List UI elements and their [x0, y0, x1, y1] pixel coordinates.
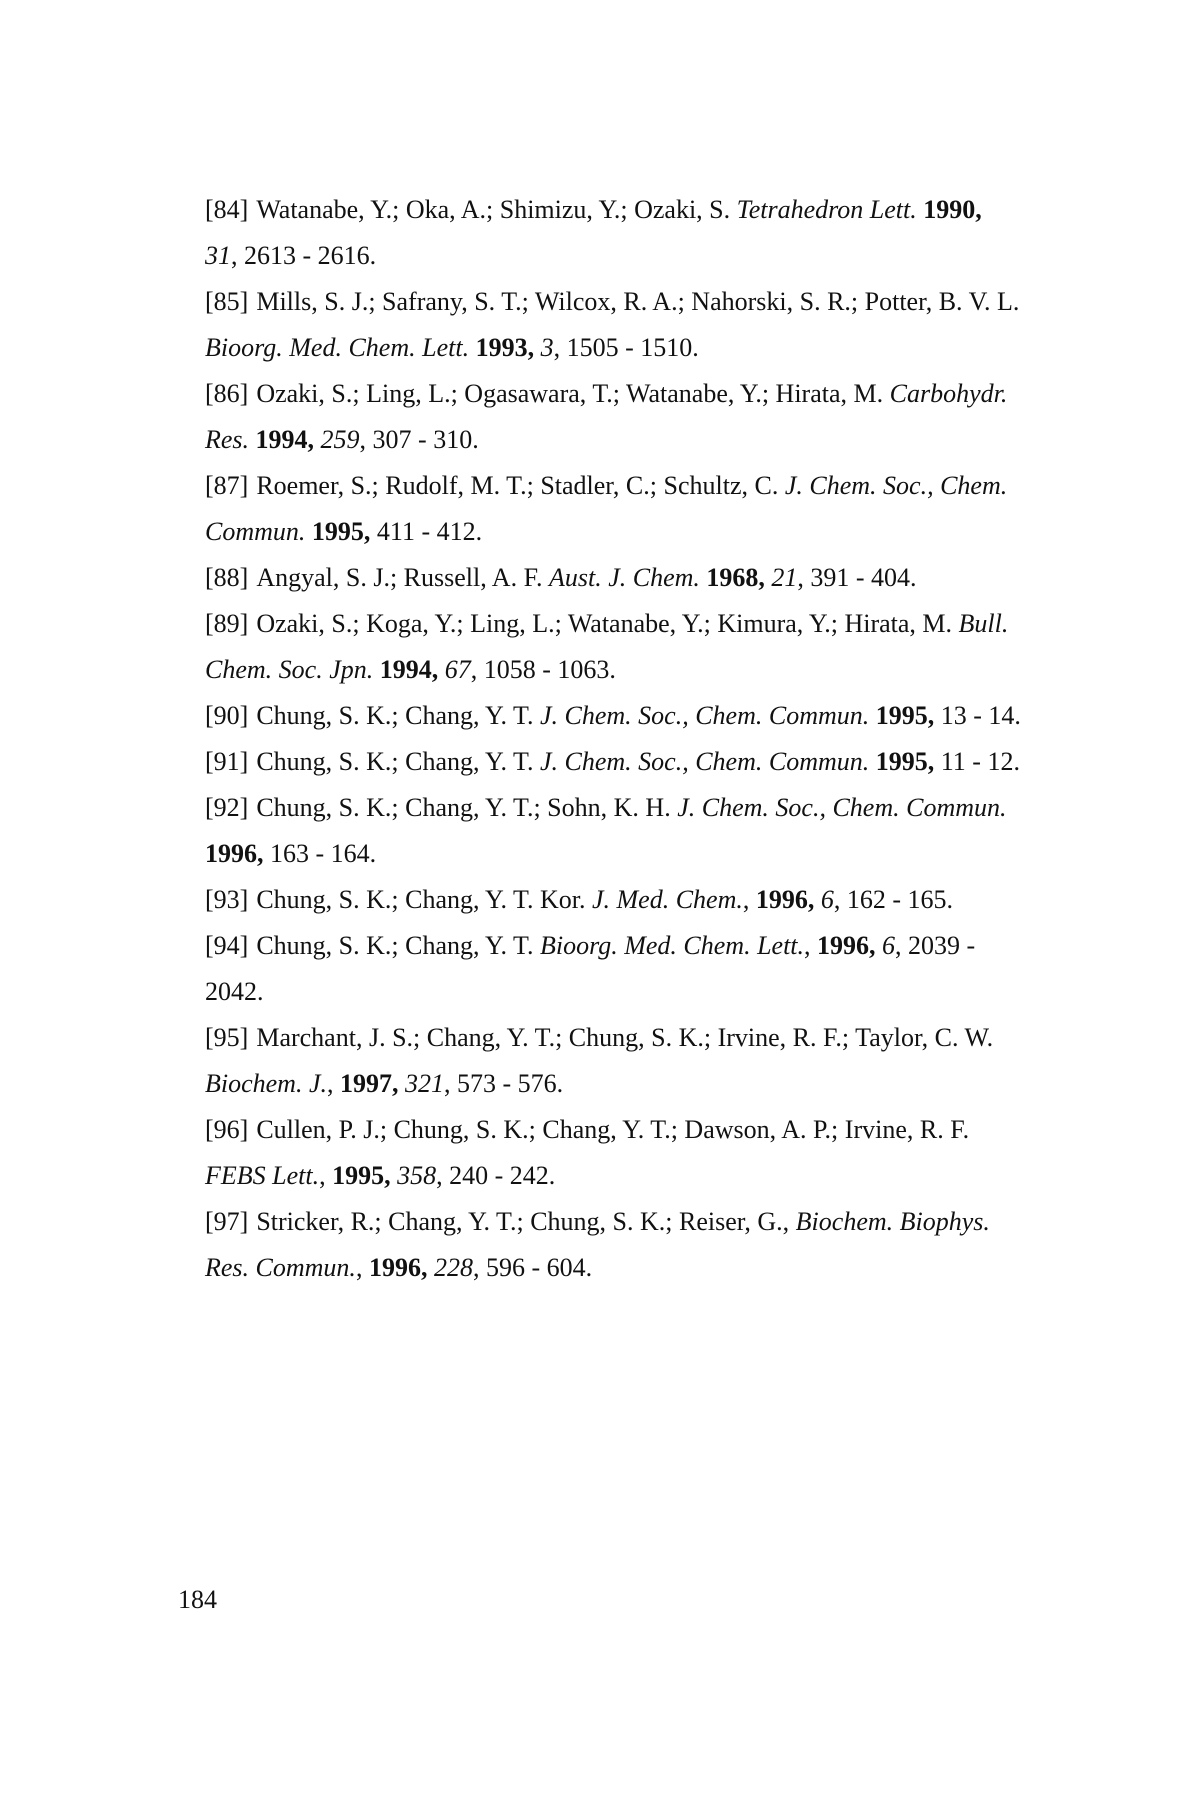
italic-text: J. Chem. Soc., Chem. [784, 471, 1008, 500]
bold-year: 1997, [340, 1069, 399, 1098]
reference-number: [95] [205, 1023, 249, 1052]
italic-text: 21 [771, 563, 798, 592]
bold-year: 1968, [706, 563, 765, 592]
reference-text: Chung, S. K.; Chang, Y. T. [256, 931, 540, 960]
reference-text: Marchant, J. S.; Chang, Y. T.; Chung, S. K.; Irvine, R. F.; Taylor, C. W. [256, 1023, 994, 1052]
reference-text: , 573 - 576. [444, 1069, 564, 1098]
reference-text: , 1058 - 1063. [470, 655, 616, 684]
reference-line [205, 647, 1065, 693]
reference-line [205, 1015, 1065, 1061]
reference-line [205, 325, 1065, 371]
reference-line [205, 601, 1065, 647]
bold-year: 1990, [923, 195, 982, 224]
reference-number: [91] [205, 747, 249, 776]
italic-text: FEBS Lett. [205, 1161, 320, 1190]
reference-text: Watanabe, Y.; Oka, A.; Shimizu, Y.; Ozaki, S. [256, 195, 737, 224]
italic-text: Commun. [205, 517, 306, 546]
reference-text: 163 - 164. [263, 839, 377, 868]
italic-text: Res. [205, 425, 250, 454]
reference-number: [85] [205, 287, 249, 316]
bold-year: 1996, [755, 885, 815, 914]
reference-text: , 391 - 404. [797, 563, 917, 592]
reference-text: , 307 - 310. [359, 425, 479, 454]
italic-text: Bioorg. Med. Chem. Lett. [539, 931, 805, 960]
reference-line [205, 509, 1065, 555]
italic-text: 228 [433, 1253, 473, 1282]
reference-text: Cullen, P. J.; Chung, S. K.; Chang, Y. T.; Dawson, A. P.; Irvine, R. F. [256, 1115, 970, 1144]
italic-text: Bull. [958, 609, 1009, 638]
reference-number: [88] [205, 563, 249, 592]
reference-text: , [327, 1069, 341, 1098]
italic-text: J. Chem. Soc., Chem. Commun. [539, 701, 870, 730]
bold-year: 1994, [379, 655, 439, 684]
reference-text: , 2039 - [895, 931, 976, 960]
reference-line [205, 463, 1065, 509]
reference-text: Mills, S. J.; Safrany, S. T.; Wilcox, R. A.; Nahorski, S. R.; Potter, B. V. L. [256, 287, 1020, 316]
reference-line [205, 371, 1065, 417]
italic-text: 321 [405, 1069, 445, 1098]
reference-text: 2042. [205, 977, 264, 1006]
reference-entry [205, 923, 1065, 1015]
reference-number: [90] [205, 701, 249, 730]
reference-text: , 240 - 242. [436, 1161, 556, 1190]
reference-number: [89] [205, 609, 249, 638]
reference-entry [205, 1015, 1065, 1107]
reference-line [205, 233, 1065, 279]
reference-line [205, 1061, 1065, 1107]
italic-text: Chem. Soc. Jpn. [205, 655, 374, 684]
bold-year: 1996, [817, 931, 876, 960]
reference-line [205, 555, 1065, 601]
reference-number: [94] [205, 931, 249, 960]
bold-year: 1996, [368, 1253, 428, 1282]
italic-text: Aust. J. Chem. [548, 563, 700, 592]
reference-text: Ozaki, S.; Koga, Y.; Ling, L.; Watanabe, Y.; Kimura, Y.; Hirata, M. [256, 609, 959, 638]
reference-entry [205, 555, 1065, 601]
italic-text: Biochem. J. [205, 1069, 328, 1098]
reference-text: , 2613 - 2616. [231, 241, 377, 270]
italic-text: 6 [882, 931, 896, 960]
reference-line [205, 417, 1065, 463]
reference-text: , [319, 1161, 333, 1190]
reference-text: Stricker, R.; Chang, Y. T.; Chung, S. K.; Reiser, G., [256, 1207, 796, 1236]
reference-number: [86] [205, 379, 249, 408]
reference-entry [205, 371, 1065, 463]
reference-line [205, 187, 1065, 233]
reference-text: Chung, S. K.; Chang, Y. T. [256, 701, 540, 730]
italic-text: Carbohydr. [889, 379, 1008, 408]
reference-text: Chung, S. K.; Chang, Y. T. [256, 747, 540, 776]
reference-list [205, 187, 1065, 1291]
reference-text: Chung, S. K.; Chang, Y. T. Kor. [256, 885, 592, 914]
bold-year: 1995, [875, 747, 935, 776]
reference-line [205, 1245, 1065, 1291]
italic-text: Bioorg. Med. Chem. Lett. [205, 333, 470, 362]
reference-text: , [804, 931, 818, 960]
reference-text: Angyal, S. J.; Russell, A. F. [256, 563, 549, 592]
reference-line [205, 739, 1065, 785]
reference-number: [96] [205, 1115, 249, 1144]
reference-entry [205, 785, 1065, 877]
reference-text: 411 - 412. [370, 517, 483, 546]
italic-text: J. Chem. Soc., Chem. Commun. [677, 793, 1007, 822]
reference-text: Roemer, S.; Rudolf, M. T.; Stadler, C.; Schultz, C. [256, 471, 785, 500]
reference-entry [205, 693, 1065, 739]
reference-number: [87] [205, 471, 249, 500]
reference-entry [205, 877, 1065, 923]
reference-entry [205, 463, 1065, 555]
reference-text: Chung, S. K.; Chang, Y. T.; Sohn, K. H. [256, 793, 678, 822]
reference-number: [93] [205, 885, 249, 914]
reference-text: , [742, 885, 756, 914]
reference-entry [205, 601, 1065, 693]
reference-number: [97] [205, 1207, 249, 1236]
reference-text: 11 - 12. [934, 747, 1020, 776]
reference-entry [205, 187, 1065, 279]
reference-line [205, 1107, 1065, 1153]
italic-text: Tetrahedron Lett. [736, 195, 917, 224]
italic-text: Biochem. Biophys. [795, 1207, 990, 1236]
reference-entry [205, 1199, 1065, 1291]
reference-line [205, 279, 1065, 325]
bold-year: 1995, [875, 701, 935, 730]
reference-line [205, 969, 1065, 1015]
reference-entry [205, 279, 1065, 371]
reference-number: [84] [205, 195, 249, 224]
reference-number: [92] [205, 793, 249, 822]
reference-text: Ozaki, S.; Ling, L.; Ogasawara, T.; Watanabe, Y.; Hirata, M. [256, 379, 890, 408]
reference-line [205, 923, 1065, 969]
bold-year: 1993, [475, 333, 535, 362]
italic-text: 3 [540, 333, 554, 362]
italic-text: 6 [820, 885, 834, 914]
reference-entry [205, 739, 1065, 785]
reference-line [205, 877, 1065, 923]
italic-text: 259 [320, 425, 360, 454]
reference-line [205, 785, 1065, 831]
italic-text: 67 [444, 655, 471, 684]
reference-line [205, 831, 1065, 877]
reference-text: , 162 - 165. [833, 885, 954, 914]
reference-line [205, 693, 1065, 739]
page-number: 184 [178, 1585, 217, 1614]
italic-text: Res. Commun. [205, 1253, 356, 1282]
reference-text: , 596 - 604. [472, 1253, 593, 1282]
reference-text: , [355, 1253, 369, 1282]
italic-text: J. Chem. Soc., Chem. Commun. [539, 747, 870, 776]
bold-year: 1996, [205, 839, 264, 868]
italic-text: J. Med. Chem. [591, 885, 743, 914]
bold-year: 1995, [332, 1161, 391, 1190]
reference-text: , 1505 - 1510. [553, 333, 699, 362]
bold-year: 1994, [255, 425, 315, 454]
italic-text: 358 [397, 1161, 437, 1190]
italic-text: 31 [205, 241, 231, 270]
reference-entry [205, 1107, 1065, 1199]
reference-text: 13 - 14. [934, 701, 1021, 730]
reference-line [205, 1199, 1065, 1245]
reference-line [205, 1153, 1065, 1199]
bold-year: 1995, [311, 517, 371, 546]
